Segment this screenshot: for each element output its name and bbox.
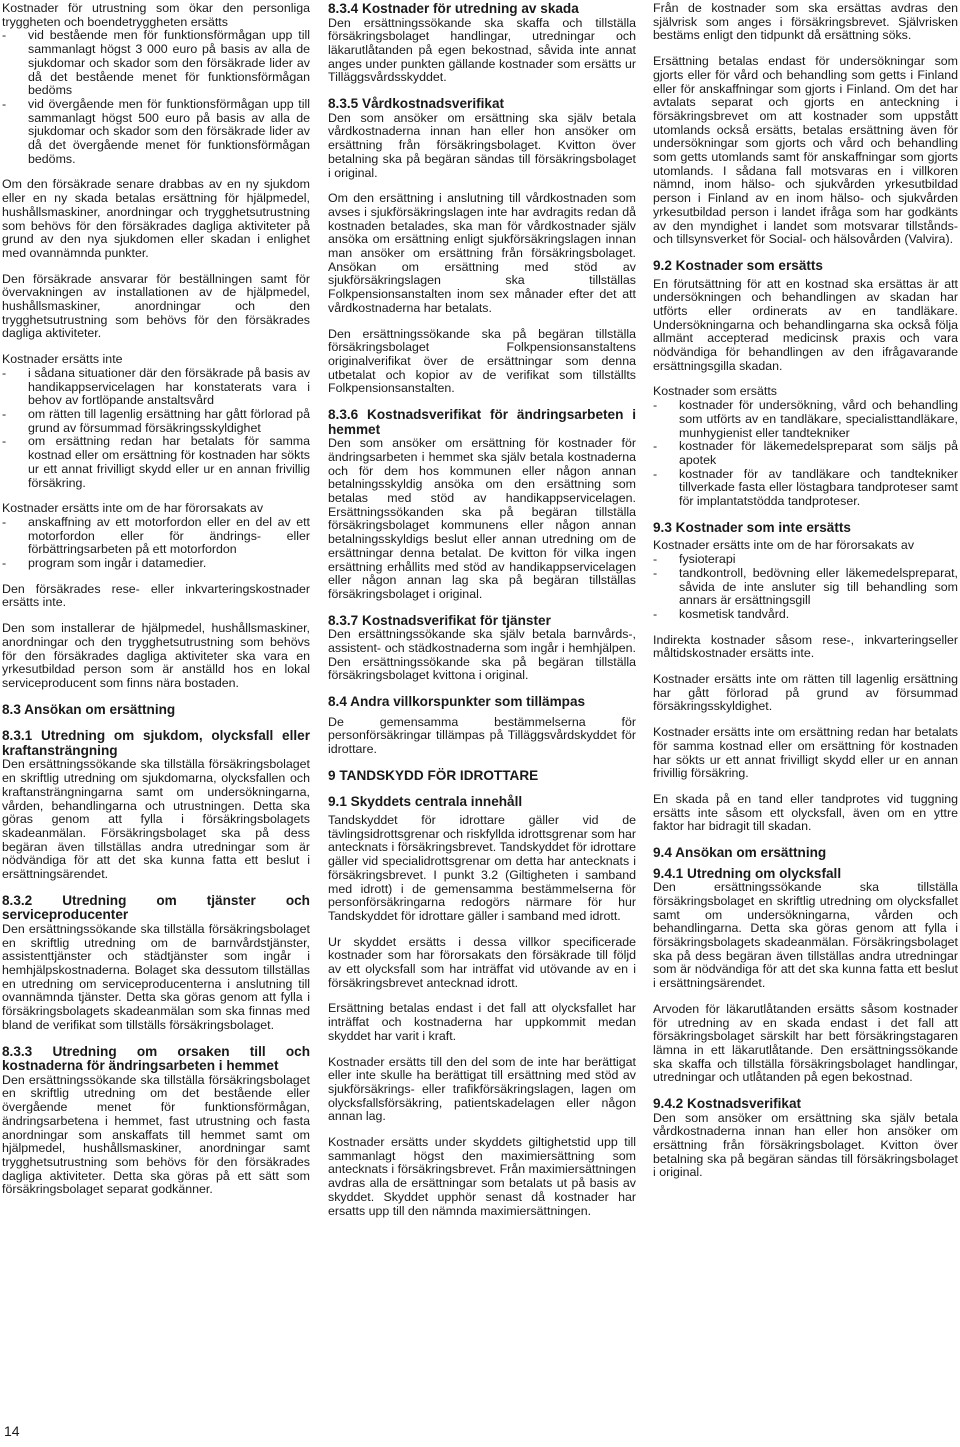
heading-8-3-6: 8.3.6 Kostnadsverifikat för ändringsarbeten i hemmet <box>328 407 636 437</box>
caused-list-9-3 <box>653 553 958 622</box>
paragraph-lost-right: Kostnader ersätts inte om rätten till lagenlig ersättning har gått förlorad på grund av försummad försäkringsskyldighet. <box>653 672 958 714</box>
caused-lead-9-3: Kostnader ersätts inte om de har förorsakats av <box>653 538 915 553</box>
heading-8-3-1: 8.3.1 Utredning om sjukdom, olycksfall eller kraftansträngning <box>2 728 310 758</box>
caused-list <box>2 516 310 571</box>
paragraph-chewing: En skada på en tand eller tandprotes vid tuggning ersätts inte såsom ett olycksfall, även om en yttre faktor har bidragit till skadan. <box>653 791 958 834</box>
paragraph-9-2: En förutsättning för att en kostnad ska ersättas är att undersökningen och behandlingen av skadan har utförts eller ordinerats av en tandläkare. Undersökningarna och behandlingarna ska också följa allmänt accepterad medicinsk praxis och vara nödvändiga för behandlingen av den ifrågavarande ersättningsgilla skadan. <box>653 276 958 373</box>
list-item: - program som ingår i datamedier. <box>2 557 310 571</box>
not-covered-lead: Kostnader ersätts inte <box>2 352 123 367</box>
not-covered-list <box>2 367 310 490</box>
paragraph-new-illness: Om den försäkrade senare drabbas av en ny sjukdom eller en ny skada betalas ersättning för hjälpmedel, hushållsmaskiner, anordningar och trygghetsutrustning som behövs för den försäkrades dagliga aktiviteter på grund av den nya sjukdomen eller skadan i enlighet med ovannämnda punkter. <box>2 177 310 260</box>
paragraph-deductible: Från de kostnader som ska ersättas avdras den självrisk som anges i försäkringsbrevet. Självrisken bestäms enligt den tidpunkt då ersättning söks. <box>653 1 958 43</box>
heading-9: 9 TANDSKYDD FÖR IDROTTARE <box>328 767 539 783</box>
paragraph-already-paid: Kostnader ersätts inte om ersättning redan har betalats för samma kostnad eller om ersättning för kostnaden har sökts ur ett annat frivilligt skydd eller ur en annan frivillig försäkring. <box>653 725 958 781</box>
paragraph-fees: Arvoden för läkarutlåtanden ersätts såsom kostnader för utredning av en skada endast i det fall att försäkringsbolaget särskilt har bett försäkringstagaren lämna in ett läkarutlåtande. Den ersättningssökande ska skaffa och tillställa försäkringsbolaget handlingar, utredningar och utlåtanden på egen bekostnad. <box>653 1001 958 1085</box>
paragraph-8-3-3: Den ersättningssökande ska tillställa försäkringsbolaget en skriftlig utredning om det bestående eller övergående menet för funktionsförmågan, ändringsarbetena i hemmet, fast utrustning och fasta anordningar som anskaffats till hemmet samt om hjälpmedel, hushållsmaskiner, anordningar samt trygghetsutrustning som behövs för den försäkrades dagliga aktiviteter. Detta ska göras på ett sätt som försäkringsbolaget separat godkänner. <box>2 1072 310 1197</box>
list-item: - fysioterapi <box>653 553 958 567</box>
paragraph-finland: Ersättning betalas endast för undersökningar som gjorts eller för vård och behandling som getts i Finland eller för anskaffningar som gjorts i Finland. Om det har avtalats separat och gjorts en anteckning i försäkringsbrevet om att kostnader som uppstått utomlands också ersätts, betalas ersättning även för undersökningar som gjorts och vård och behandling som getts utomlands samt för anskaffningar som gjorts utomlands. I sådana fall motsvaras en i villkoren nämnd, inom hälso- och sjukvården yrkesutbildad person i Finland av en inom hälso- och sjukvården yrkesutbildad person i landet ifråga som har godkänts av den myndighet i landet som motsvarar tillstånds- och tillsynsverket för Social- och hälsovården (Valvira). <box>653 54 958 247</box>
page-number: 14 <box>4 1423 20 1439</box>
paragraph-installer: Den som installerar de hjälpmedel, hushållsmaskiner, anordningar och den trygghetsutrustning som behövs för den försäkrades dagliga aktiviteter ska vara en yrkesutbildad person som är anställd hos en lokal serviceproducent som finns nära bostaden. <box>2 621 310 690</box>
list-item: - kostnader för undersökning, vård och behandling som utförts av en tandläkare, specialisttandläkare, munhygienist eller tandtekniker <box>653 399 958 440</box>
paragraph-8-3-4: Den ersättningssökande ska skaffa och tillställa försäkringsbolaget handlingar, utredningar och läkarutlåtanden på egen bekostnad, såvida inte annat anges under punkten gällande kostnader som ersätts ur Tilläggsvårdsskyddet. <box>328 15 636 85</box>
paragraph-9-1-a: Tandskyddet för idrottare gäller vid de tävlingsidrottsgrenar och riskfyllda idrottsgrenar som har antecknats i försäkringsbrevet. Tandskyddet för idrottare gäller vid specialidrottsgrenar om detta har antecknats i försäkringsbrevet. I punkt 3.2 (Giltigheten i samband med idrott) i de gemensamma bestämmelserna för personförsäkringarna redogörs närmare för hur Tandskyddet för idrottare gäller i samband med idrott. <box>328 812 636 923</box>
heading-8-4: 8.4 Andra villkorspunkter som tillämpas <box>328 694 586 710</box>
intro-list <box>2 29 310 166</box>
covered-list <box>653 399 958 509</box>
heading-9-4-1: 9.4.1 Utredning om olycksfall <box>653 865 842 881</box>
heading-8-3: 8.3 Ansökan om ersättning <box>2 701 176 717</box>
caused-lead: Kostnader ersätts inte om de har förorsakats av <box>2 501 264 516</box>
paragraph-8-3-2: Den ersättningssökande ska tillställa försäkringsbolaget en skriftlig utredning om de barnvårdstjänster, assistenttjänster och städtjänster som ingår i hemhjälpskostnaderna. Bolaget ska dessutom tillställas en utredning om serviceproducenterna i anslutning till ovannämnda tjänster. Detta ska göras genom att fylla i försäkringsbolagets skadeanmälan som ska finnas med bland de verifikat som tillställs försäkringsbolaget. <box>2 921 310 1032</box>
list-item: - om rätten till lagenlig ersättning har gått förlorad på grund av försummad försäkringsskyldighet <box>2 408 310 435</box>
list-item: - om ersättning redan har betalats för samma kostnad eller om ersättning för kostnaden har sökts ur ett annat frivilligt skydd eller ur en annan frivillig försäkring. <box>2 435 310 490</box>
list-item: - vid bestående men för funktionsförmågan upp till sammanlagt högst 3 000 euro på basis av alla de sjukdomar och skador som den försäkrade lider av då det bestående menet för funktionsförmågan bedöms <box>2 29 310 98</box>
paragraph-8-3-7: Den ersättningssökande ska själv betala barnvårds-, assistent- och städkostnaderna som ingår i hemhjälpen. Den ersättningssökande ska på begäran tillställa försäkringsbolaget kvittona i original. <box>328 627 636 683</box>
paragraph-travel: Den försäkrades rese- eller inkvarteringskostnader ersätts inte. <box>2 581 310 610</box>
paragraph-9-1-d: Kostnader ersätts till den del som de inte har berättigat eller inte skulle ha berättigat till ersättning med stöd av sjukförsäkrings- eller trafikförsäkringslagen, lagen om olycksfallsförsäkring, patientskadelagen eller någon annan lag. <box>328 1054 636 1124</box>
paragraph-9-4-1: Den ersättningssökande ska tillställa försäkringsbolaget en skriftlig utredning om olycksfallet samt om undersökningarna, vården och behandlingarna. Detta ska göras genom att fylla i försäkringsbolagets skadeanmälan. Försäkringsbolaget ska på dess begäran även tillställas andra utredningar som är nödvändiga för att det ska kunna fatta ett beslut i ersättningsärendet. <box>653 880 958 991</box>
list-item: - tandkontroll, bedövning eller läkemedelspreparat, såvida de inte ansluter sig till behandling som annars är ersättningsgill <box>653 567 958 608</box>
paragraph-8-3-5-a: Den som ansöker om ersättning ska själv betala vårdkostnaderna innan han eller hon ansöker om ersättning från försäkringsbolaget. Kvitton över betalning ska på begäran sändas till försäkringsbolaget i original. <box>328 110 636 180</box>
paragraph-9-4-2: Den som ansöker om ersättning ska själv betala vårdkostnaderna innan han eller hon ansöker om ersättning från försäkringsbolaget. Kvitton över betalning ska på begäran sändas till försäkringsbolaget i original. <box>653 1110 958 1180</box>
paragraph-9-1-b: Ur skyddet ersätts i dessa villkor specificerade kostnader som har förorsakats den försäkrade till följd av ett olycksfall som har inträffat vid utövande av en i försäkringsbrevet antecknad idrott. <box>328 934 636 990</box>
paragraph-9-1-e: Kostnader ersätts under skyddets giltighetstid upp till sammanlagt högst den maximiersättning som antecknats i försäkringsbrevet. Från maximiersättningen avdras alla de ersättningar som betalats ut på basis av skyddet. Skyddet upphör senast då kostnader har ersatts upp till den nämnda maximiersättningen. <box>328 1135 636 1218</box>
heading-9-3: 9.3 Kostnader som inte ersätts <box>653 519 851 535</box>
heading-8-3-7: 8.3.7 Kostnadsverifikat för tjänster <box>328 612 551 628</box>
paragraph-8-3-5-c: Den ersättningssökande ska på begäran tillställa försäkringsbolaget Folkpensionsanstaltens originalverifikat över de ersättningar som denna utbetalat och kopior av de verifikat som tillställts Folkpensionsanstalten. <box>328 326 636 396</box>
heading-9-4-2: 9.4.2 Kostnadsverifikat <box>653 1096 802 1112</box>
list-item: - anskaffning av ett motorfordon eller en del av ett motorfordon eller för ändrings- eller förbättringsarbeten på ett motorfordon <box>2 516 310 557</box>
column-3 <box>653 2 958 1192</box>
column-1 <box>2 2 310 1209</box>
paragraph-responsible: Den försäkrade ansvarar för beställningen samt för övervakningen av installationen av de hjälpmedel, hushållsmaskiner, anordningar och den trygghetsutrustning som behövs för den försäkrades dagliga aktiviteter. <box>2 271 310 341</box>
intro-lead: Kostnader för utrustning som ökar den personliga tryggheten och boendetryggheten ersätts <box>2 1 310 29</box>
heading-9-2: 9.2 Kostnader som ersätts <box>653 257 823 273</box>
paragraph-8-3-5-b: Om den ersättning i anslutning till vårdkostnaden som avses i sjukförsäkringslagen inte har avdragits redan då kostnaden betalades, ska man för vårdkostnader själv ansöka om ersättning enligt sjukförsäkringslagen innan man ansöker om ersättning från försäkringsbolaget. Ansökan om ersättning med stöd av sjukförsäkringslagen ska tillställas Folkpensionsanstalten inom sex månader efter det att vårdkostnaderna har betalats. <box>328 191 636 315</box>
heading-9-1: 9.1 Skyddets centrala innehåll <box>328 794 523 810</box>
list-item: - kostnader för läkemedelspreparat som säljs på apotek <box>653 440 958 467</box>
heading-9-4: 9.4 Ansökan om ersättning <box>653 845 827 861</box>
list-item: - kostnader för av tandläkare och tandtekniker tillverkade fasta eller löstagbara tandproteser samt för implantatstödda tandproteser. <box>653 468 958 509</box>
paragraph-9-1-c: Ersättning betalas endast i det fall att olycksfallet har inträffat och kostnaderna har uppkommit medan skyddet har varit i kraft. <box>328 1001 636 1043</box>
heading-8-3-4: 8.3.4 Kostnader för utredning av skada <box>328 1 579 16</box>
covered-lead: Kostnader som ersätts <box>653 384 777 399</box>
heading-8-3-3: 8.3.3 Utredning om orsaken till och kostnaderna för ändringsarbeten i hemmet <box>2 1043 310 1074</box>
paragraph-8-3-6: Den som ansöker om ersättning för kostnader för ändringsarbeten i hemmet ska själv betala kostnaderna och för dem hos kommunen eller någon annan betalningsskyldig ansöka om den ersättning som betalas med stöd av handikappservicelagen. Ersättningssökanden ska på begäran tillställa försäkringsbolaget kommunens eller någon annan betalningsskyldigs beslut eller annan utredning om de ersättningar denna betalat. De kvitton för vilka ingen ersättning erhållits med stöd av handikappservicelagen eller någon annan lag ska på begäran tillställas försäkringsbolaget i original. <box>328 436 636 601</box>
list-item: - i sådana situationer där den försäkrade på basis av handikappservicelagen har konstaterats vara i behov av fortlöpande anstaltsvård <box>2 367 310 408</box>
paragraph-8-4: De gemensamma bestämmelserna för personförsäkringar tillämpas på Tilläggsvårdskyddet för idrottare. <box>328 714 636 757</box>
list-item: - vid övergående men för funktionsförmågan upp till sammanlagt högst 500 euro på basis av alla de sjukdomar och skador som den försäkrade lider av då det övergående menet för funktionsförmågan bedöms. <box>2 98 310 167</box>
list-item: - kosmetisk tandvård. <box>653 608 958 622</box>
column-2 <box>328 2 636 1230</box>
paragraph-indirect: Indirekta kostnader såsom rese-, inkvarteringseller måltidskostnader ersätts inte. <box>653 632 958 661</box>
heading-8-3-2: 8.3.2 Utredning om tjänster och serviceproducenter <box>2 892 310 923</box>
heading-8-3-5: 8.3.5 Vårdkostnadsverifikat <box>328 96 505 112</box>
paragraph-8-3-1: Den ersättningssökande ska tillställa försäkringsbolaget en skriftlig utredning om sjukdomarna, olycksfallen och kraftansträngningarna samt om undersökningarna, vården, behandlingarna och utrustningen. Detta ska göras genom att fylla i försäkringsbolagets skadeanmälan. Försäkringsbolaget ska på dess begäran även tillställas andra utredningar som är nödvändiga för att det ska kunna fatta ett beslut i ersättningsärendet. <box>2 757 310 882</box>
